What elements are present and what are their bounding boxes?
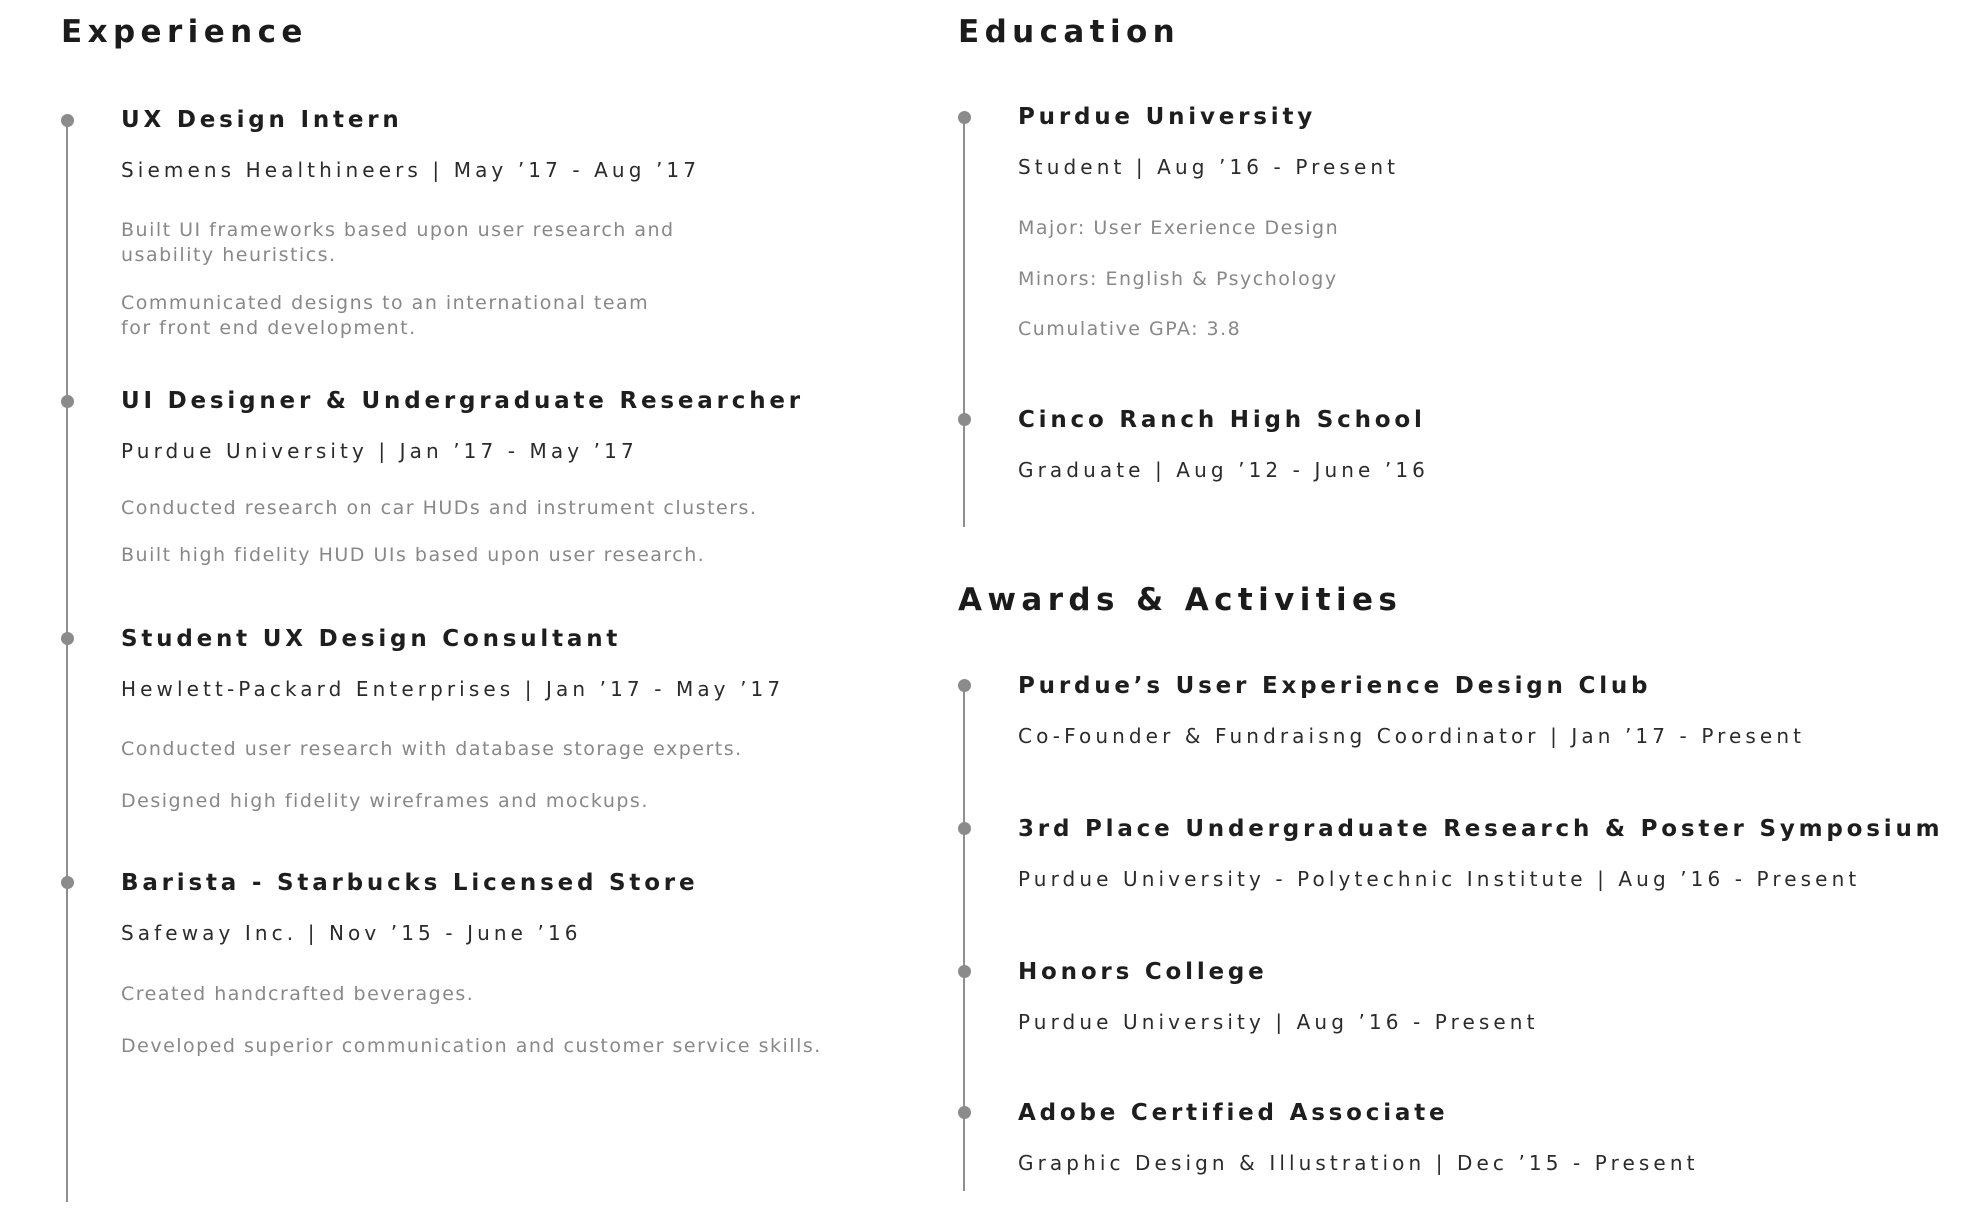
entry-title: Cinco Ranch High School bbox=[1018, 407, 1426, 433]
education-heading: Education bbox=[958, 14, 1181, 50]
entry-subtitle: Graphic Design & Illustration | Dec ’15 - Present bbox=[1018, 1151, 1699, 1175]
timeline-dot bbox=[61, 632, 74, 645]
timeline-dot bbox=[61, 114, 74, 127]
entry-title: Honors College bbox=[1018, 959, 1268, 985]
experience-timeline bbox=[66, 121, 68, 1202]
entry-detail: Major: User Exerience Design bbox=[1018, 217, 1340, 239]
entry-title: Purdue University bbox=[1018, 104, 1317, 130]
awards-heading: Awards & Activities bbox=[958, 582, 1403, 618]
timeline-dot bbox=[958, 822, 971, 835]
timeline-dot bbox=[61, 395, 74, 408]
entry-detail: Conducted research on car HUDs and instrument clusters. bbox=[121, 497, 758, 519]
entry-subtitle: Student | Aug ’16 - Present bbox=[1018, 155, 1400, 179]
education-timeline bbox=[963, 118, 965, 527]
entry-subtitle: Co-Founder & Fundraisng Coordinator | Jan ’17 - Present bbox=[1018, 724, 1806, 748]
entry-subtitle: Safeway Inc. | Nov ’15 - June ’16 bbox=[121, 921, 582, 945]
entry-subtitle: Purdue University - Polytechnic Institute | Aug ’16 - Present bbox=[1018, 867, 1861, 891]
entry-title: UX Design Intern bbox=[121, 107, 403, 133]
entry-title: Adobe Certified Associate bbox=[1018, 1100, 1449, 1126]
entry-detail: Designed high fidelity wireframes and mockups. bbox=[121, 790, 649, 812]
entry-title: Purdue’s User Experience Design Club bbox=[1018, 673, 1652, 699]
timeline-dot bbox=[958, 413, 971, 426]
entry-detail: Developed superior communication and customer service skills. bbox=[121, 1035, 822, 1057]
entry-subtitle: Purdue University | Jan ’17 - May ’17 bbox=[121, 439, 638, 463]
timeline-dot bbox=[958, 679, 971, 692]
entry-title: Student UX Design Consultant bbox=[121, 626, 622, 652]
timeline-dot bbox=[61, 876, 74, 889]
timeline-dot bbox=[958, 111, 971, 124]
entry-title: UI Designer & Undergraduate Researcher bbox=[121, 388, 804, 414]
timeline-dot bbox=[958, 1106, 971, 1119]
entry-detail: Built high fidelity HUD UIs based upon user research. bbox=[121, 544, 706, 566]
entry-title: 3rd Place Undergraduate Research & Poster Symposium bbox=[1018, 816, 1944, 842]
entry-detail: Built UI frameworks based upon user research and usability heuristics. bbox=[121, 219, 675, 266]
entry-detail: Cumulative GPA: 3.8 bbox=[1018, 318, 1242, 340]
entry-detail: Minors: English & Psychology bbox=[1018, 268, 1338, 290]
entry-subtitle: Hewlett-Packard Enterprises | Jan ’17 - May ’17 bbox=[121, 677, 785, 701]
entry-title: Barista - Starbucks Licensed Store bbox=[121, 870, 699, 896]
entry-subtitle: Purdue University | Aug ’16 - Present bbox=[1018, 1010, 1539, 1034]
entry-subtitle: Siemens Healthineers | May ’17 - Aug ’17 bbox=[121, 158, 701, 182]
experience-heading: Experience bbox=[61, 14, 308, 50]
entry-detail: Created handcrafted beverages. bbox=[121, 983, 475, 1005]
timeline-dot bbox=[958, 965, 971, 978]
entry-detail: Communicated designs to an international team for front end development. bbox=[121, 292, 650, 339]
entry-detail: Conducted user research with database storage experts. bbox=[121, 738, 743, 760]
entry-subtitle: Graduate | Aug ’12 - June ’16 bbox=[1018, 458, 1429, 482]
